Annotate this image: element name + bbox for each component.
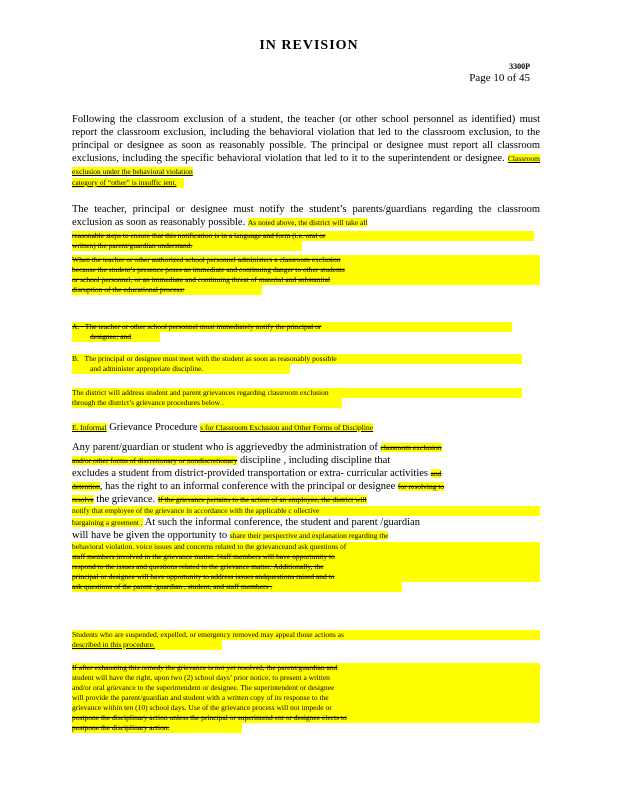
- p4-line-2a: and/or other forms of discretionary or nondiscretionary: [72, 456, 238, 465]
- policy-code: 3300P: [509, 62, 530, 71]
- p4-line-3: excludes a student from district-provided transportation or extra- curricular activities: [72, 468, 429, 479]
- p4-line-1a: Any parent/guardian or student who is aggrievedby the administration of: [72, 442, 378, 453]
- paragraph-2-struck-1: reasonable steps to ensure that this notification is in a language and form (i.e. oral or: [72, 231, 534, 241]
- list-item-a-label: A.: [72, 322, 80, 331]
- paragraph-6-line-7: postpone the disciplinary action.: [72, 723, 242, 733]
- section-heading-title: Grievance Procedure: [109, 422, 198, 433]
- p4-line-7b: At such the informal conference, the student and parent /guardian: [144, 517, 420, 528]
- paragraph-1: [72, 113, 540, 188]
- section-heading-label: E. Informal: [72, 423, 107, 432]
- p4-line-8c: share their perspective and explanation regarding the: [229, 531, 389, 540]
- paragraph-6-line-4: will provide the parent/guardian and student with a written copy of its response to the: [72, 693, 540, 703]
- paragraph-5: [72, 630, 540, 650]
- paragraph-6-line-3: and/or oral grievance to the superintendent or designee. The superintendent or designee: [72, 683, 540, 693]
- p4-line-1b: classroom exclusion: [380, 443, 442, 452]
- section-heading-struck: s for Classroom Exclusion and Other Forms of Discipline: [200, 423, 374, 432]
- paragraph-1-highlight: Classroom exclusion under the behavioral violation: [72, 154, 540, 176]
- document-title: IN REVISION: [259, 38, 359, 53]
- paragraph-6: [72, 663, 540, 733]
- paragraph-2-struck-5: or school personnel, or an immediate and continuing threat of material and substantial: [72, 275, 540, 285]
- paragraph-2-struck-2: written) the parent/guardian understand.: [72, 241, 302, 251]
- paragraph-6-line-5: grievance within ten (10) school days. Use of the grievance process will not impede or: [72, 703, 540, 713]
- p4-line-8a: will have be given: [72, 530, 150, 541]
- list-item-b-line-2: and administer appropriate discipline.: [72, 364, 290, 374]
- list-item-b-label: B.: [72, 354, 79, 363]
- paragraph-3: [72, 388, 540, 408]
- list-item-a-text: The teacher or other school personnel must immediately notify the principal or: [84, 322, 322, 331]
- p4-line-4b: , has the right to an informal conference with the principal or designee: [99, 481, 396, 492]
- paragraph-3-line-1: The district will address student and parent grievances regarding classroom exclusion: [72, 388, 522, 398]
- paragraph-6-line-2: student will have the right, upon two (2) school days’ prior notice, to present a written: [72, 673, 540, 683]
- paragraph-2-struck-4: because the student’s presence poses an immediate and continuing danger to other students: [72, 265, 540, 275]
- paragraph-2-struck-6: disruption of the educational process:: [72, 285, 262, 295]
- list-item-b-line-1: [72, 354, 522, 364]
- page-number: Page 10 of 45: [469, 72, 530, 84]
- p4-tail-0: behavioral violation. voice issues and concerns related to the grievanceand ask questions of: [72, 542, 540, 552]
- list-item-a-line-1: [72, 322, 512, 332]
- p4-line-5a: resolve: [72, 495, 94, 504]
- list-item-a: [72, 322, 540, 342]
- paragraph-1-highlight-2: category of “other” is insuffic ient.: [72, 178, 184, 188]
- p4-tail-4: ask questions of the parent /guardian , student, and staff members .: [72, 582, 402, 592]
- p4-tail-3: principal or designee will have opportunity to address issues andquestions raised and to: [72, 572, 540, 582]
- section-heading: [72, 421, 540, 434]
- paragraph-4: [72, 441, 540, 592]
- p4-line-3b: and: [430, 469, 442, 478]
- p4-hl-line-0: notify that employee of the grievance in accordance with the applicable c ollective: [72, 506, 540, 516]
- paragraph-6-line-1: If after exhausting this remedy the grievance is not yet resolved, the parent/guardian and: [72, 663, 540, 673]
- p4-line-4c: for resolving to: [397, 482, 445, 491]
- p4-line-5c: If the grievance pertains to the action of an employee, the district will: [157, 495, 367, 504]
- paragraph-2: [72, 203, 540, 295]
- p4-line-5b: the grievance.: [96, 494, 156, 505]
- paragraph-2-text: The teacher, principal or designee must notify the student’s parents/guardians regarding the classroom exclusion as soon as reasonably possible.: [72, 204, 540, 228]
- paragraph-5-line-2: described in this procedure.: [72, 640, 222, 650]
- p4-hl-line-1: bargaining a greement .: [72, 518, 143, 527]
- p4-tail-2: respond to the issues and questions related to the grievance matter. Additionally, the: [72, 562, 540, 572]
- list-item-b: [72, 354, 540, 374]
- p4-line-2b: discipline , including discipline that: [240, 455, 391, 466]
- paragraph-5-line-1: Students who are suspended, expelled, or emergency removed may appeal those actions as: [72, 630, 540, 640]
- p4-line-8b: the opportunity to: [151, 530, 228, 541]
- paragraph-6-line-6: postpone the disciplinary action unless the principal or superintend ent or designee elects to: [72, 713, 540, 723]
- paragraph-1-text: Following the classroom exclusion of a student, the teacher (or other school personnel as identified) must report the classroom exclusion, including the behavioral violation that led to the classroom exclusion, to the principal or designee as soon as reasonably possible. The principal or designee must report all classroom exclusions, including the specific behavioral violation that led to it to the superintendent or designee.: [72, 114, 540, 164]
- paragraph-3-line-2: through the district’s grievance procedures below .: [72, 398, 342, 408]
- p4-tail-1: staff members involved in the grievance matter. Staff members will have opportunity to: [72, 552, 540, 562]
- p4-line-4a: detention: [72, 482, 100, 491]
- list-item-b-text: The principal or designee must meet with the student as soon as reasonably possible: [84, 354, 337, 363]
- list-item-a-line-2: designee; and: [72, 332, 160, 342]
- paragraph-2-struck-3: When the teacher or other authorized school personnel administers a classroom exclusion: [72, 255, 540, 265]
- paragraph-2-highlight-0: As noted above, the district will take all: [247, 218, 368, 227]
